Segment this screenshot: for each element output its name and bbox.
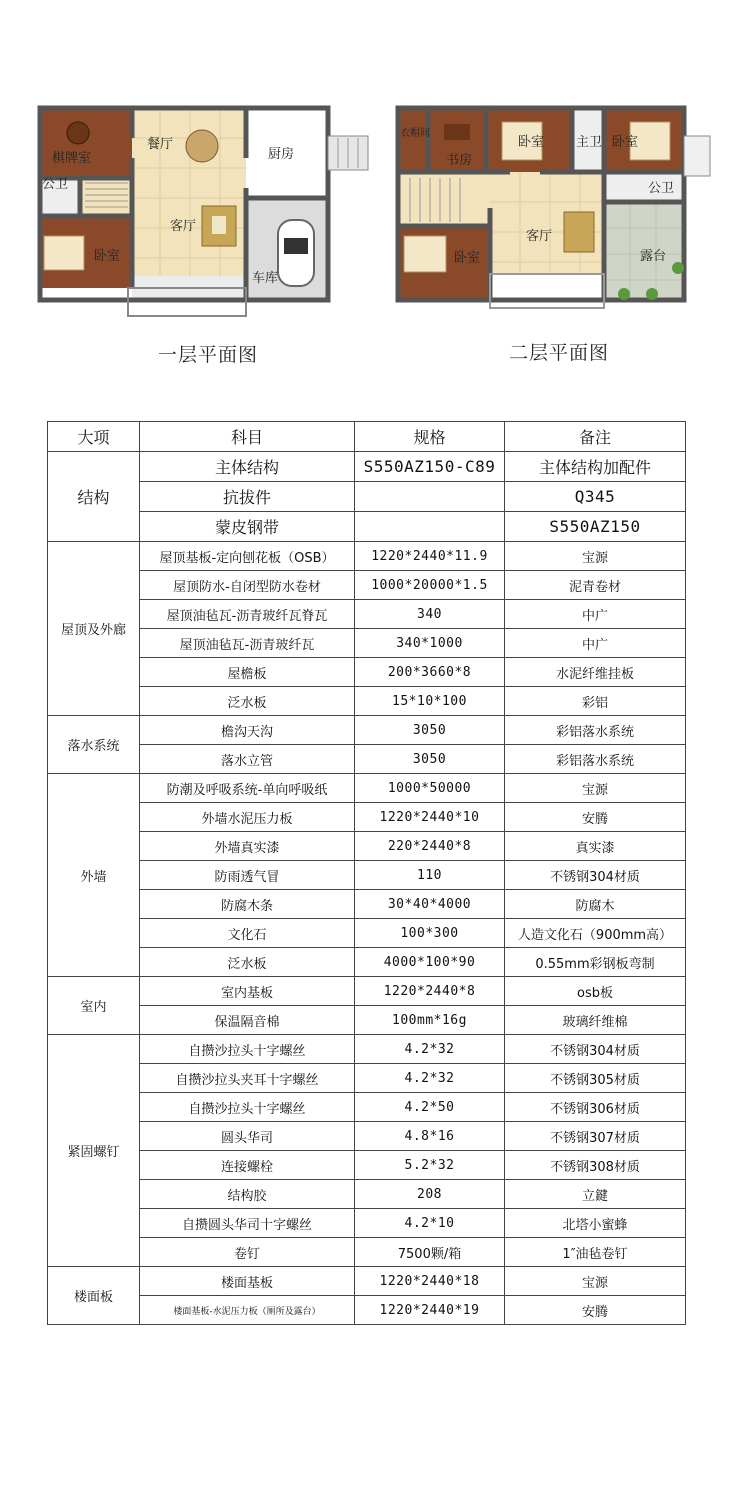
remark-cell: osb板 bbox=[505, 977, 686, 1006]
table-row bbox=[48, 1035, 686, 1064]
item-cell: 卷钉 bbox=[140, 1238, 355, 1267]
category-cell: 落水系统 bbox=[48, 716, 140, 774]
remark-cell: 宝源 bbox=[505, 542, 686, 571]
spec-cell: 15*10*100 bbox=[355, 687, 505, 716]
table-row bbox=[48, 1180, 686, 1209]
table-row bbox=[48, 774, 686, 803]
item-cell: 文化石 bbox=[140, 919, 355, 948]
remark-cell: 真实漆 bbox=[505, 832, 686, 861]
category-cell: 紧固螺钉 bbox=[48, 1035, 140, 1267]
remark-cell: 防腐木 bbox=[505, 890, 686, 919]
spec-table bbox=[47, 421, 686, 1325]
header-category: 大项 bbox=[48, 422, 140, 452]
remark-cell: 主体结构加配件 bbox=[505, 452, 686, 482]
table-row bbox=[48, 832, 686, 861]
spec-cell: 110 bbox=[355, 861, 505, 890]
item-cell: 泛水板 bbox=[140, 687, 355, 716]
table-row bbox=[48, 687, 686, 716]
remark-cell: 宝源 bbox=[505, 1267, 686, 1296]
remark-cell: 玻璃纤维棉 bbox=[505, 1006, 686, 1035]
chess-room-floor bbox=[40, 108, 132, 178]
item-cell: 蒙皮钢带 bbox=[140, 512, 355, 542]
first-floor-drawing bbox=[30, 98, 382, 322]
spec-cell: 3050 bbox=[355, 745, 505, 774]
first-floor-title: 一层平面图 bbox=[158, 344, 259, 366]
spec-cell: 1220*2440*11.9 bbox=[355, 542, 505, 571]
item-cell: 自攒沙拉头十字螺丝 bbox=[140, 1035, 355, 1064]
table-row bbox=[48, 482, 686, 512]
remark-cell: 彩铝 bbox=[505, 687, 686, 716]
room-label-public-bath-2: 公卫 bbox=[648, 181, 675, 196]
stair-floor bbox=[80, 178, 132, 216]
spec-cell: 4.2*32 bbox=[355, 1064, 505, 1093]
item-cell: 防雨透气冒 bbox=[140, 861, 355, 890]
remark-cell: 泥青卷材 bbox=[505, 571, 686, 600]
item-cell: 抗拔件 bbox=[140, 482, 355, 512]
room-label-bedroom: 卧室 bbox=[94, 249, 121, 264]
remark-cell: 不锈钢307材质 bbox=[505, 1122, 686, 1151]
room-label-study: 书房 bbox=[446, 153, 473, 168]
remark-cell: 不锈钢306材质 bbox=[505, 1093, 686, 1122]
remark-cell: 水泥纤维挂板 bbox=[505, 658, 686, 687]
table-row bbox=[48, 861, 686, 890]
table-row bbox=[48, 1151, 686, 1180]
spec-cell: 4.2*10 bbox=[355, 1209, 505, 1238]
category-cell: 结构 bbox=[48, 452, 140, 542]
room-label-living: 客厅 bbox=[170, 219, 197, 234]
category-cell: 室内 bbox=[48, 977, 140, 1035]
table-row bbox=[48, 803, 686, 832]
spec-cell: 4.2*32 bbox=[355, 1035, 505, 1064]
table-row bbox=[48, 1093, 686, 1122]
item-cell: 落水立管 bbox=[140, 745, 355, 774]
remark-cell: 宝源 bbox=[505, 774, 686, 803]
category-cell: 外墙 bbox=[48, 774, 140, 977]
spec-cell: 340*1000 bbox=[355, 629, 505, 658]
item-cell: 外墙真实漆 bbox=[140, 832, 355, 861]
spec-cell: 1000*20000*1.5 bbox=[355, 571, 505, 600]
room-label-bedroom-c: 卧室 bbox=[454, 251, 481, 266]
item-cell: 楼面基板-水泥压力板（厕所及露台） bbox=[140, 1296, 355, 1325]
table-row bbox=[48, 452, 686, 482]
remark-cell: 彩铝落水系统 bbox=[505, 716, 686, 745]
table-header-row bbox=[48, 422, 686, 452]
item-cell: 圆头华司 bbox=[140, 1122, 355, 1151]
table-row bbox=[48, 745, 686, 774]
header-spec: 规格 bbox=[355, 422, 505, 452]
remark-cell: 不锈钢304材质 bbox=[505, 861, 686, 890]
table-row bbox=[48, 571, 686, 600]
remark-cell: 不锈钢308材质 bbox=[505, 1151, 686, 1180]
remark-cell: 0.55mm彩钢板弯制 bbox=[505, 948, 686, 977]
spec-cell: 200*3660*8 bbox=[355, 658, 505, 687]
spec-cell: 1220*2440*18 bbox=[355, 1267, 505, 1296]
remark-cell: 不锈钢305材质 bbox=[505, 1064, 686, 1093]
spec-cell: 4.2*50 bbox=[355, 1093, 505, 1122]
remark-cell: 安腾 bbox=[505, 803, 686, 832]
item-cell: 连接螺栓 bbox=[140, 1151, 355, 1180]
item-cell: 檐沟天沟 bbox=[140, 716, 355, 745]
remark-cell: 安腾 bbox=[505, 1296, 686, 1325]
table-row bbox=[48, 1064, 686, 1093]
living-dining-floor bbox=[132, 108, 246, 276]
remark-cell: 人造文化石（900mm高） bbox=[505, 919, 686, 948]
room-label-chess: 棋牌室 bbox=[52, 151, 92, 166]
room-label-living-2: 客厅 bbox=[526, 229, 553, 244]
spec-cell: 1220*2440*8 bbox=[355, 977, 505, 1006]
second-floor-drawing bbox=[390, 98, 730, 322]
header-remark: 备注 bbox=[505, 422, 686, 452]
category-cell: 屋顶及外廊 bbox=[48, 542, 140, 716]
table-row bbox=[48, 658, 686, 687]
spec-cell: 1000*50000 bbox=[355, 774, 505, 803]
item-cell: 外墙水泥压力板 bbox=[140, 803, 355, 832]
item-cell: 室内基板 bbox=[140, 977, 355, 1006]
room-label-bedroom-a: 卧室 bbox=[518, 135, 545, 150]
first-floor-plan bbox=[30, 98, 382, 322]
item-cell: 自攒沙拉头夹耳十字螺丝 bbox=[140, 1064, 355, 1093]
table-row bbox=[48, 919, 686, 948]
item-cell: 屋顶基板-定向刨花板（OSB） bbox=[140, 542, 355, 571]
spec-cell: 100mm*16g bbox=[355, 1006, 505, 1035]
spec-cell: 7500颗/箱 bbox=[355, 1238, 505, 1267]
room-label-terrace: 露台 bbox=[640, 249, 667, 264]
item-cell: 泛水板 bbox=[140, 948, 355, 977]
item-cell: 防潮及呼吸系统-单向呼吸纸 bbox=[140, 774, 355, 803]
table-row bbox=[48, 948, 686, 977]
room-label-bedroom-b: 卧室 bbox=[612, 135, 639, 150]
table-row bbox=[48, 1267, 686, 1296]
item-cell: 楼面基板 bbox=[140, 1267, 355, 1296]
remark-cell: S550AZ150 bbox=[505, 512, 686, 542]
category-cell: 楼面板 bbox=[48, 1267, 140, 1325]
remark-cell: 彩铝落水系统 bbox=[505, 745, 686, 774]
header-item: 科目 bbox=[140, 422, 355, 452]
table-row bbox=[48, 1296, 686, 1325]
table-row bbox=[48, 1122, 686, 1151]
table-row bbox=[48, 890, 686, 919]
spec-cell: 340 bbox=[355, 600, 505, 629]
item-cell: 屋顶油毡瓦-沥青玻纤瓦脊瓦 bbox=[140, 600, 355, 629]
spec-cell: 220*2440*8 bbox=[355, 832, 505, 861]
table-row bbox=[48, 600, 686, 629]
remark-cell: 中广 bbox=[505, 600, 686, 629]
spec-cell bbox=[355, 512, 505, 542]
remark-cell: 不锈钢304材质 bbox=[505, 1035, 686, 1064]
table-row bbox=[48, 542, 686, 571]
spec-cell bbox=[355, 482, 505, 512]
table-row bbox=[48, 1209, 686, 1238]
item-cell: 主体结构 bbox=[140, 452, 355, 482]
spec-cell: 3050 bbox=[355, 716, 505, 745]
item-cell: 屋檐板 bbox=[140, 658, 355, 687]
table-row bbox=[48, 512, 686, 542]
table-row bbox=[48, 1238, 686, 1267]
spec-cell: 4.8*16 bbox=[355, 1122, 505, 1151]
remark-cell: 中广 bbox=[505, 629, 686, 658]
second-floor-plan bbox=[390, 98, 730, 322]
remark-cell: 1″油毡卷钉 bbox=[505, 1238, 686, 1267]
spec-cell: 30*40*4000 bbox=[355, 890, 505, 919]
remark-cell: Q345 bbox=[505, 482, 686, 512]
remark-cell: 立鍵 bbox=[505, 1180, 686, 1209]
second-floor-title: 二层平面图 bbox=[509, 342, 610, 364]
spec-cell: S550AZ150-C89 bbox=[355, 452, 505, 482]
item-cell: 防腐木条 bbox=[140, 890, 355, 919]
item-cell: 结构胶 bbox=[140, 1180, 355, 1209]
room-label-cloakroom: 衣帽间 bbox=[400, 128, 430, 139]
item-cell: 屋顶防水-自闭型防水卷材 bbox=[140, 571, 355, 600]
room-label-kitchen: 厨房 bbox=[268, 147, 295, 162]
remark-cell: 北塔小蜜蜂 bbox=[505, 1209, 686, 1238]
spec-cell: 1220*2440*19 bbox=[355, 1296, 505, 1325]
room-label-master-bath: 主卫 bbox=[576, 135, 603, 150]
item-cell: 保温隔音棉 bbox=[140, 1006, 355, 1035]
item-cell: 屋顶油毡瓦-沥青玻纤瓦 bbox=[140, 629, 355, 658]
spec-cell: 100*300 bbox=[355, 919, 505, 948]
item-cell: 自攒圆头华司十字螺丝 bbox=[140, 1209, 355, 1238]
table-row bbox=[48, 977, 686, 1006]
spec-cell: 4000*100*90 bbox=[355, 948, 505, 977]
spec-cell: 1220*2440*10 bbox=[355, 803, 505, 832]
room-label-garage: 车库 bbox=[252, 271, 279, 286]
room-label-public-bath: 公卫 bbox=[42, 177, 69, 192]
room-label-dining: 餐厅 bbox=[147, 137, 174, 152]
table-row bbox=[48, 629, 686, 658]
table-row bbox=[48, 1006, 686, 1035]
spec-cell: 5.2*32 bbox=[355, 1151, 505, 1180]
item-cell: 自攒沙拉头十字螺丝 bbox=[140, 1093, 355, 1122]
spec-cell: 208 bbox=[355, 1180, 505, 1209]
table-row bbox=[48, 716, 686, 745]
